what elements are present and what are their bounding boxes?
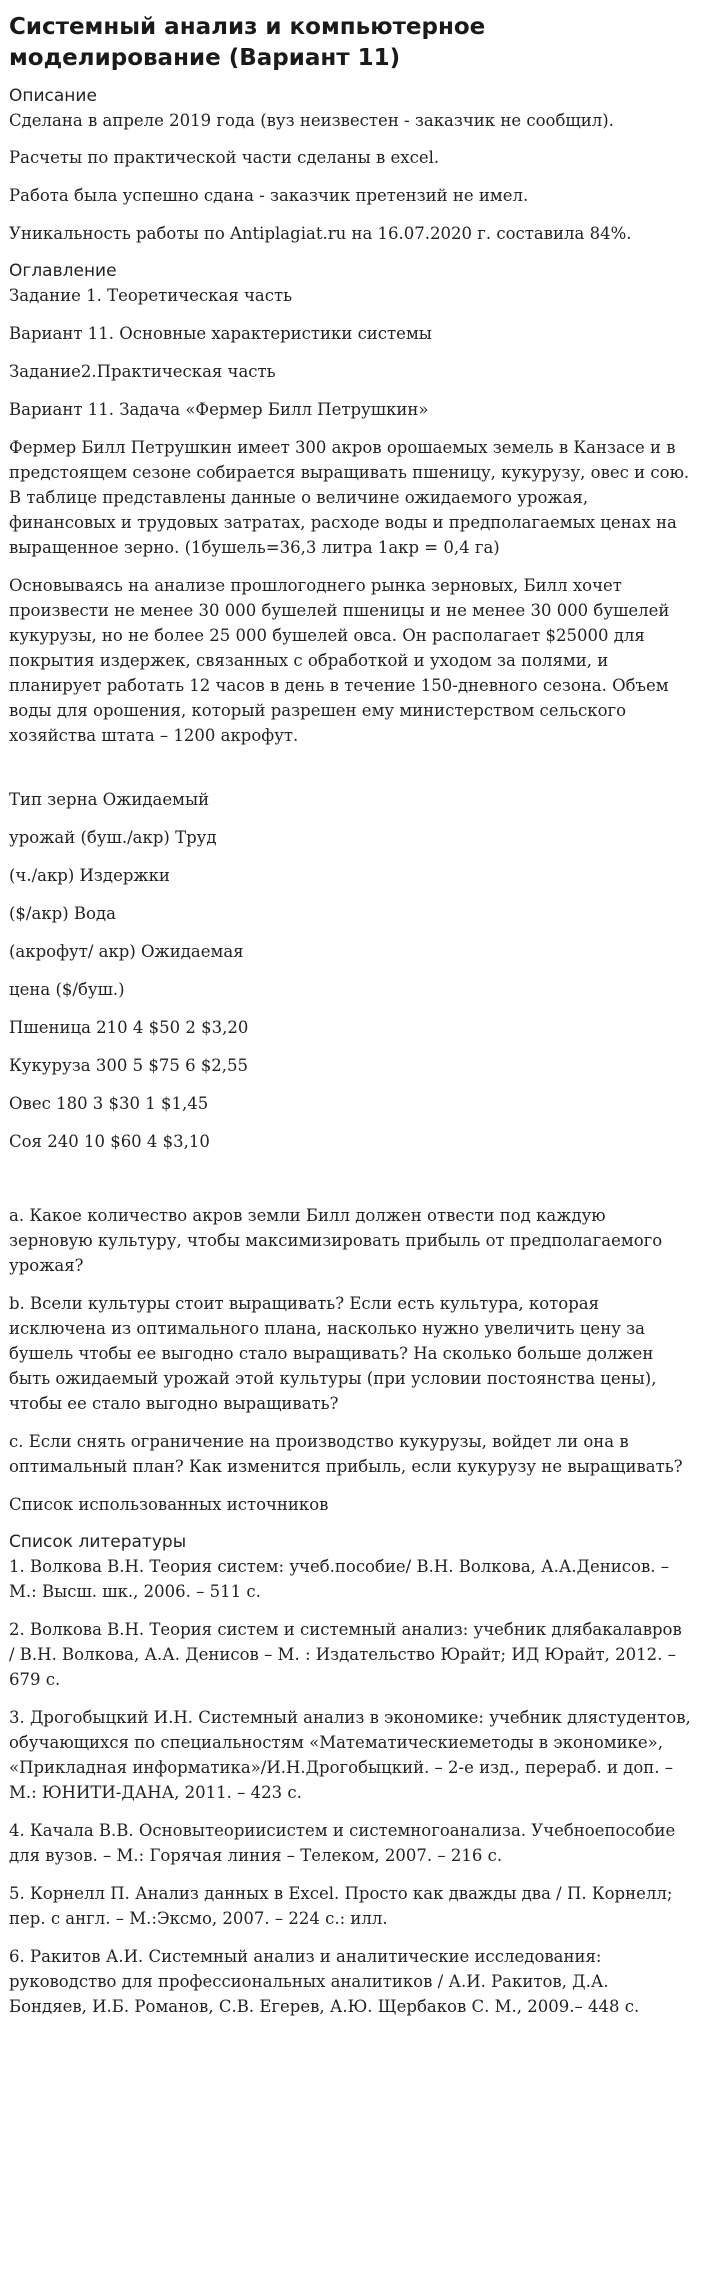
reference-item: 5. Корнелл П. Анализ данных в Excel. Просто как дважды два / П. Корнелл; пер. с англ. – М.:Эксмо, 2007. – 224 с.: илл.	[9, 1884, 673, 1928]
description-paragraph: Расчеты по практической части сделаны в excel.	[9, 148, 440, 167]
description-paragraph: Работа была успешно сдана - заказчик претензий не имел.	[9, 186, 529, 205]
question-paragraph: b. Всели культуры стоит выращивать? Если есть культура, которая исключена из оптимального плана, насколько нужно увеличить цену за бушель чтобы ее выгодно стало выращивать? На сколько больше должен быть ожидаемый урожай этой культуры (при условии постоянства цены), чтобы ее стало выгодно выращивать?	[9, 1294, 657, 1413]
toc-heading: Оглавление	[9, 261, 117, 281]
reference-list	[9, 1554, 691, 2019]
reference-item: 2. Волкова В.Н. Теория систем и системный анализ: учебник длябакалавров / В.Н. Волкова, А.А. Денисов – М. : Издательство Юрайт; ИД Юрайт, 2012. – 679 с.	[9, 1620, 682, 1689]
data-table-text	[9, 787, 691, 1154]
toc-section	[9, 259, 691, 1517]
toc-item: Задание2.Практическая часть	[9, 362, 276, 381]
task-paragraph: Основываясь на анализе прошлогоднего рынка зерновых, Билл хочет произвести не менее 30 000 бушелей пшеницы и не менее 30 000 бушелей кукурузы, но не более 25 000 бушелей овса. Он располагает $25000 для покрытия издержек, связанных с обработкой и уходом за полями, и планирует работать 12 часов в день в течение 150-дневного сезона. Объем воды для орошения, который разрешен ему министерством сельского хозяйства штата – 1200 акрофут.	[9, 576, 670, 745]
description-paragraph: Уникальность работы по Antiplagiat.ru на 16.07.2020 г. составила 84%.	[9, 224, 632, 243]
literature-heading: Список литературы	[9, 1532, 187, 1552]
question-paragraph: a. Какое количество акров земли Билл должен отвести под каждую зерновую культуру, чтобы максимизировать прибыль от предполагаемого урожая?	[9, 1206, 663, 1275]
table-line: Соя 240 10 $60 4 $3,10	[9, 1132, 210, 1151]
table-line: урожай (буш./акр) Труд	[9, 828, 217, 847]
table-line: (акрофут/ акр) Ожидаемая	[9, 942, 244, 961]
reference-item: 1. Волкова В.Н. Теория систем: учеб.пособие/ В.Н. Волкова, А.А.Денисов. – М.: Высш. шк., 2006. – 511 с.	[9, 1557, 669, 1601]
toc-item: Вариант 11. Задача «Фермер Билл Петрушкин»	[9, 400, 429, 419]
reference-item: 3. Дрогобыцкий И.Н. Системный анализ в экономике: учебник длястудентов, обучающихся по специальностям «Математическиеметоды в экономике», «Прикладная информатика»/И.Н.Дрогобыцкий. – 2-е изд., перераб. и доп. – М.: ЮНИТИ-ДАНА, 2011. – 423 с.	[9, 1708, 691, 1802]
toc-item: Задание 1. Теоретическая часть	[9, 286, 293, 305]
task-paragraph: Фермер Билл Петрушкин имеет 300 акров орошаемых земель в Канзасе и в предстоящем сезоне собирается выращивать пшеницу, кукурузу, овес и сою. В таблице представлены данные о величине ожидаемого урожая, финансовых и трудовых затратах, расходе воды и предполагаемых ценах на выращенное зерно. (1бушель=36,3 литра 1акр = 0,4 га)	[9, 438, 690, 557]
toc-item-sources: Список использованных источников	[9, 1495, 329, 1514]
table-line: Кукуруза 300 5 $75 6 $2,55	[9, 1056, 249, 1075]
reference-item: 4. Качала В.В. Основытеориисистем и системногоанализа. Учебноепособие для вузов. – М.: Горячая линия – Телеком, 2007. – 216 с.	[9, 1821, 676, 1865]
toc-item: Вариант 11. Основные характеристики системы	[9, 324, 432, 343]
literature-section	[9, 1530, 691, 2019]
spacer	[9, 761, 691, 787]
table-line: Тип зерна Ожидаемый	[9, 790, 210, 809]
table-line: цена ($/буш.)	[9, 980, 125, 999]
description-section	[9, 84, 691, 246]
spacer	[9, 1167, 691, 1203]
description-heading: Описание	[9, 86, 97, 106]
page-title: Системный анализ и компьютерное моделирование (Вариант 11)	[9, 14, 486, 71]
reference-item: 6. Ракитов А.И. Системный анализ и аналитические исследования: руководство для профессиональных аналитиков / А.И. Ракитов, Д.А. Бондяев, И.Б. Романов, С.В. Егерев, А.Ю. Щербаков С. М., 2009.– 448 с.	[9, 1947, 640, 2016]
question-paragraph: c. Если снять ограничение на производство кукурузы, войдет ли она в оптимальный план? Как изменится прибыль, если кукурузу не выращивать?	[9, 1432, 683, 1476]
table-line: (ч./акр) Издержки	[9, 866, 170, 885]
table-line: ($/акр) Вода	[9, 904, 116, 923]
description-paragraph: Сделана в апреле 2019 года (вуз неизвестен - заказчик не сообщил).	[9, 111, 614, 130]
table-line: Пшеница 210 4 $50 2 $3,20	[9, 1018, 249, 1037]
table-line: Овес 180 3 $30 1 $1,45	[9, 1094, 209, 1113]
